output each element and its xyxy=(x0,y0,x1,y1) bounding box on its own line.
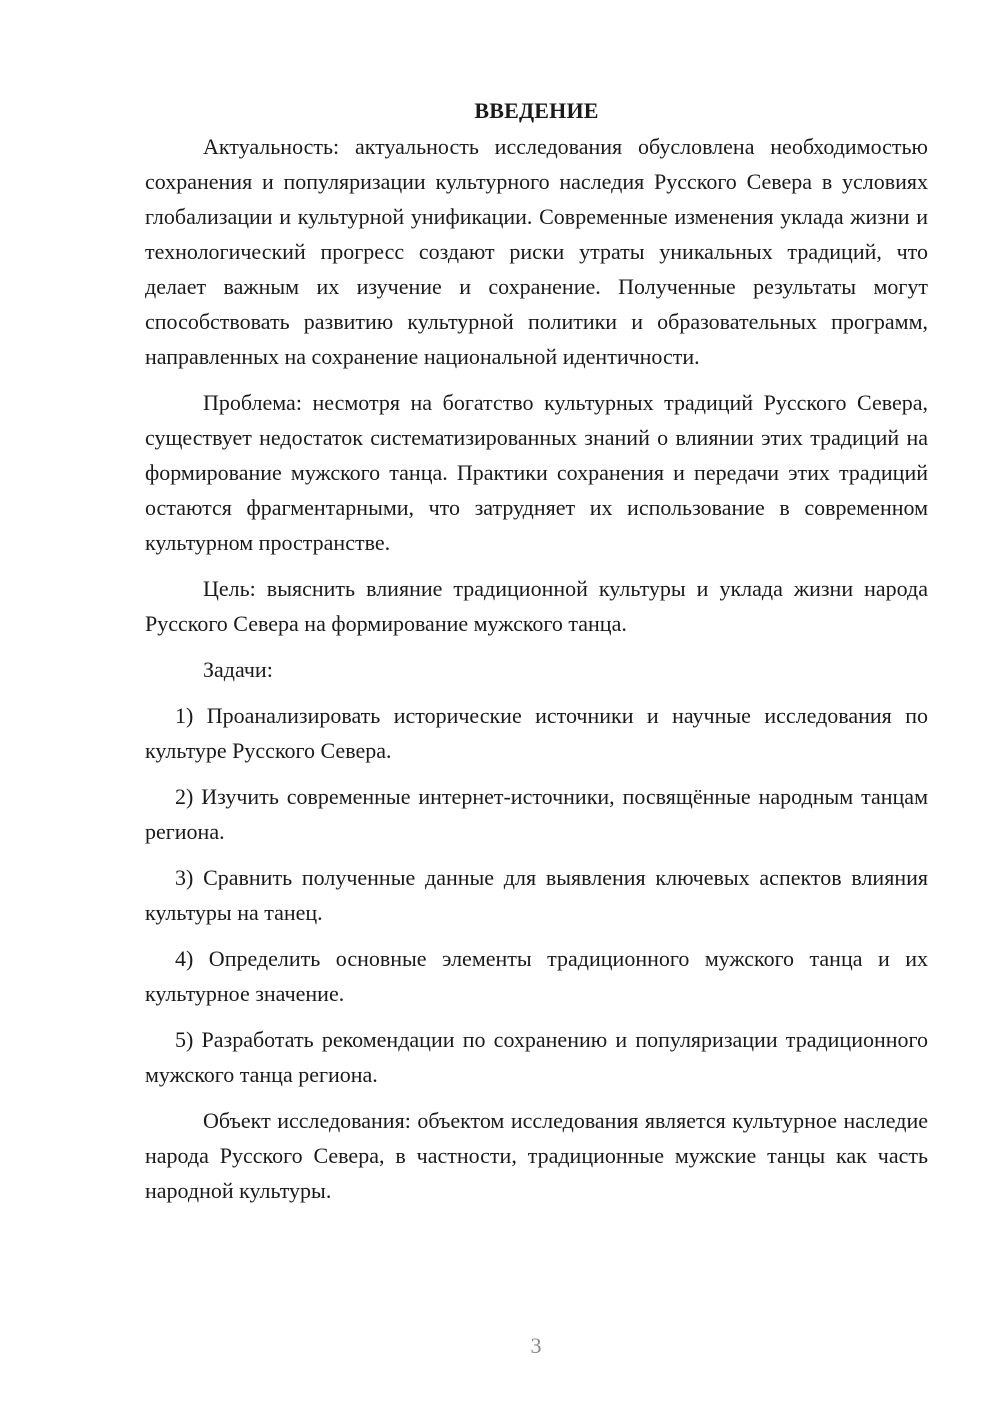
paragraph-goal: Цель: выяснить влияние традиционной культуры и уклада жизни народа Русского Севера на формирование мужского танца. xyxy=(145,576,928,636)
task-item: 1) Проанализировать исторические источники и научные исследования по культуре Русского Севера. xyxy=(145,703,928,763)
page-title: ВВЕДЕНИЕ xyxy=(474,98,599,123)
task-item: 5) Разработать рекомендации по сохранению и популяризации традиционного мужского танца региона. xyxy=(145,1027,928,1087)
task-item: 3) Сравнить полученные данные для выявления ключевых аспектов влияния культуры на танец. xyxy=(145,865,928,925)
paragraph-relevance: Актуальность: актуальность исследования обусловлена необходимостью сохранения и популяризации культурного наследия Русского Севера в условиях глобализации и культурной унификации. Современные изменения уклада жизни и технологический прогресс создают риски утраты уникальных традиций, что делает важным их изучение и сохранение. Полученные результаты могут способствовать развитию культурной политики и образовательных программ, направленных на сохранение национальной идентичности. xyxy=(145,134,928,369)
task-item: 2) Изучить современные интернет-источники, посвящённые народным танцам региона. xyxy=(145,784,928,844)
paragraph-problem: Проблема: несмотря на богатство культурных традиций Русского Севера, существует недостаток систематизированных знаний о влиянии этих традиций на формирование мужского танца. Практики сохранения и передачи этих традиций остаются фрагментарными, что затрудняет их использование в современном культурном пространстве. xyxy=(145,390,928,555)
page-number-text: 3 xyxy=(530,1333,542,1358)
tasks-heading: Задачи: xyxy=(203,657,273,682)
task-item: 4) Определить основные элементы традиционного мужского танца и их культурное значение. xyxy=(145,946,928,1006)
page-number xyxy=(72,1333,1000,1359)
paragraph-object: Объект исследования: объектом исследования является культурное наследие народа Русского Севера, в частности, традиционные мужские танцы как часть народной культуры. xyxy=(145,1108,928,1203)
page-content xyxy=(145,93,928,1208)
